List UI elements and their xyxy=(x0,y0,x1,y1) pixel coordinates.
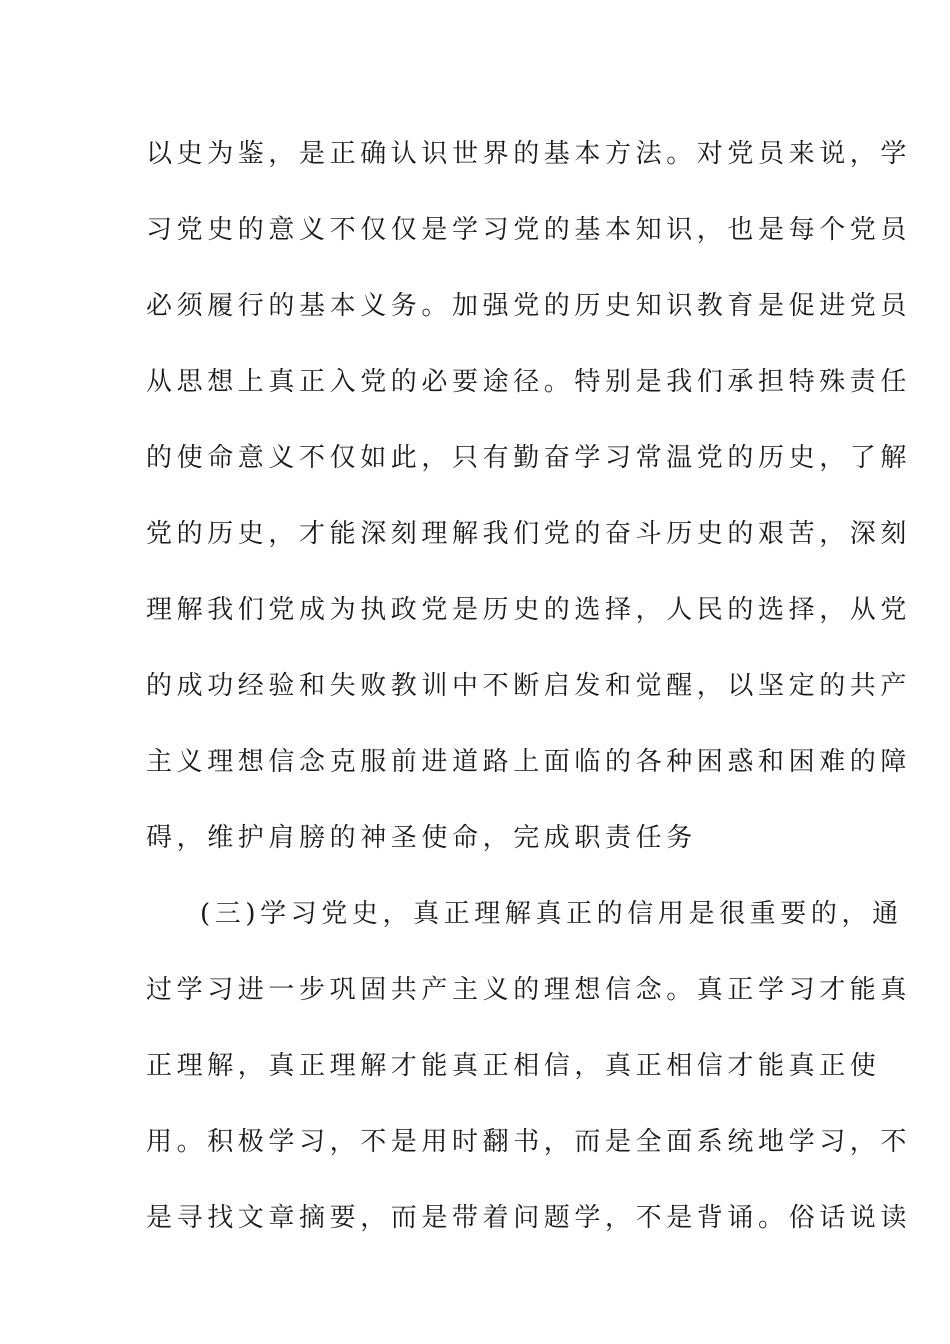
text-line: 的使命意义不仅如此，只有勤奋学习常温党的历史，了解 xyxy=(146,443,912,473)
text-line: 是寻找文章摘要，而是带着问题学，不是背诵。俗话说读 xyxy=(146,1203,912,1233)
text-line: 过学习进一步巩固共产主义的理想信念。真正学习才能真 xyxy=(146,975,912,1005)
text-line: 必须履行的基本义务。加强党的历史知识教育是促进党员 xyxy=(146,291,912,321)
text-line: 的成功经验和失败教训中不断启发和觉醒，以坚定的共产 xyxy=(146,671,912,701)
text-line: 以史为鉴，是正确认识世界的基本方法。对党员来说，学 xyxy=(146,139,912,169)
text-line: 从思想上真正入党的必要途径。特别是我们承担特殊责任 xyxy=(146,367,912,397)
text-line: 用。积极学习，不是用时翻书，而是全面系统地学习，不 xyxy=(146,1127,912,1157)
text-line: 主义理想信念克服前进道路上面临的各种困惑和困难的障 xyxy=(146,747,912,777)
section-heading-line: (三)学习党史，真正理解真正的信用是很重要的，通 xyxy=(200,899,903,929)
body-text xyxy=(146,131,912,1271)
text-line: 习党史的意义不仅仅是学习党的基本知识，也是每个党员 xyxy=(146,215,912,245)
text-line: 理解我们党成为执政党是历史的选择，人民的选择，从党 xyxy=(146,595,912,625)
text-line: 碍，维护肩膀的神圣使命，完成职责任务 xyxy=(146,823,697,853)
text-line: 党的历史，才能深刻理解我们党的奋斗历史的艰苦，深刻 xyxy=(146,519,912,549)
text-line: 正理解，真正理解才能真正相信，真正相信才能真正使 xyxy=(146,1051,881,1081)
